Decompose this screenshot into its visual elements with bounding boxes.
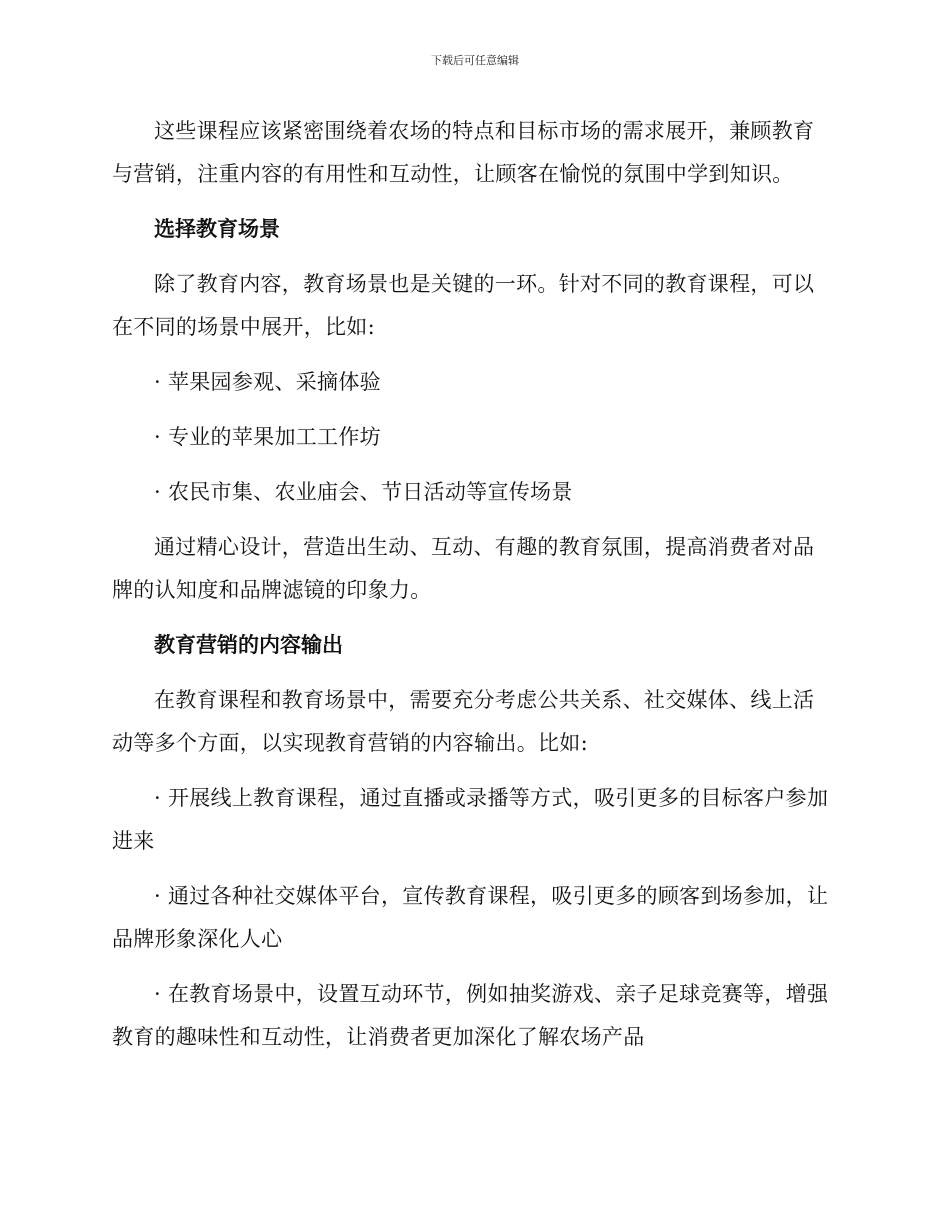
list-item: · 农民市集、农业庙会、节日活动等宣传场景 [154,480,573,504]
page-header: 下载后可任意编辑 [431,54,519,67]
list-item: · 开展线上教育课程，通过直播或录播等方式，吸引更多的目标客户参加进来 [112,786,829,853]
section-heading-content-output: 教育营销的内容输出 [154,633,343,657]
list-item: · 专业的苹果加工工作坊 [154,425,381,449]
list-item: · 苹果园参观、采摘体验 [154,370,381,394]
paragraph-scenes-intro: 除了教育内容，教育场景也是关键的一环。针对不同的教育课程，可以在不同的场景中展开，比如: [112,272,815,339]
paragraph-scenes-summary: 通过精心设计，营造出生动、互动、有趣的教育氛围，提高消费者对品牌的认知度和品牌滤镜的印象力。 [112,535,815,602]
section-heading-scenes: 选择教育场景 [154,217,280,241]
list-item: · 通过各种社交媒体平台，宣传教育课程，吸引更多的顾客到场参加，让品牌形象深化人心 [112,884,829,951]
list-item: · 在教育场景中，设置互动环节，例如抽奖游戏、亲子足球竞赛等，增强教育的趣味性和互动性，让消费者更加深化了解农场产品 [112,982,829,1049]
paragraph-content-output-intro: 在教育课程和教育场景中，需要充分考虑公共关系、社交媒体、线上活动等多个方面，以实现教育营销的内容输出。比如: [112,688,815,755]
document-body [112,110,834,1071]
paragraph-courses-summary: 这些课程应该紧密围绕着农场的特点和目标市场的需求展开，兼顾教育与营销，注重内容的有用性和互动性，让顾客在愉悦的氛围中学到知识。 [112,119,815,186]
